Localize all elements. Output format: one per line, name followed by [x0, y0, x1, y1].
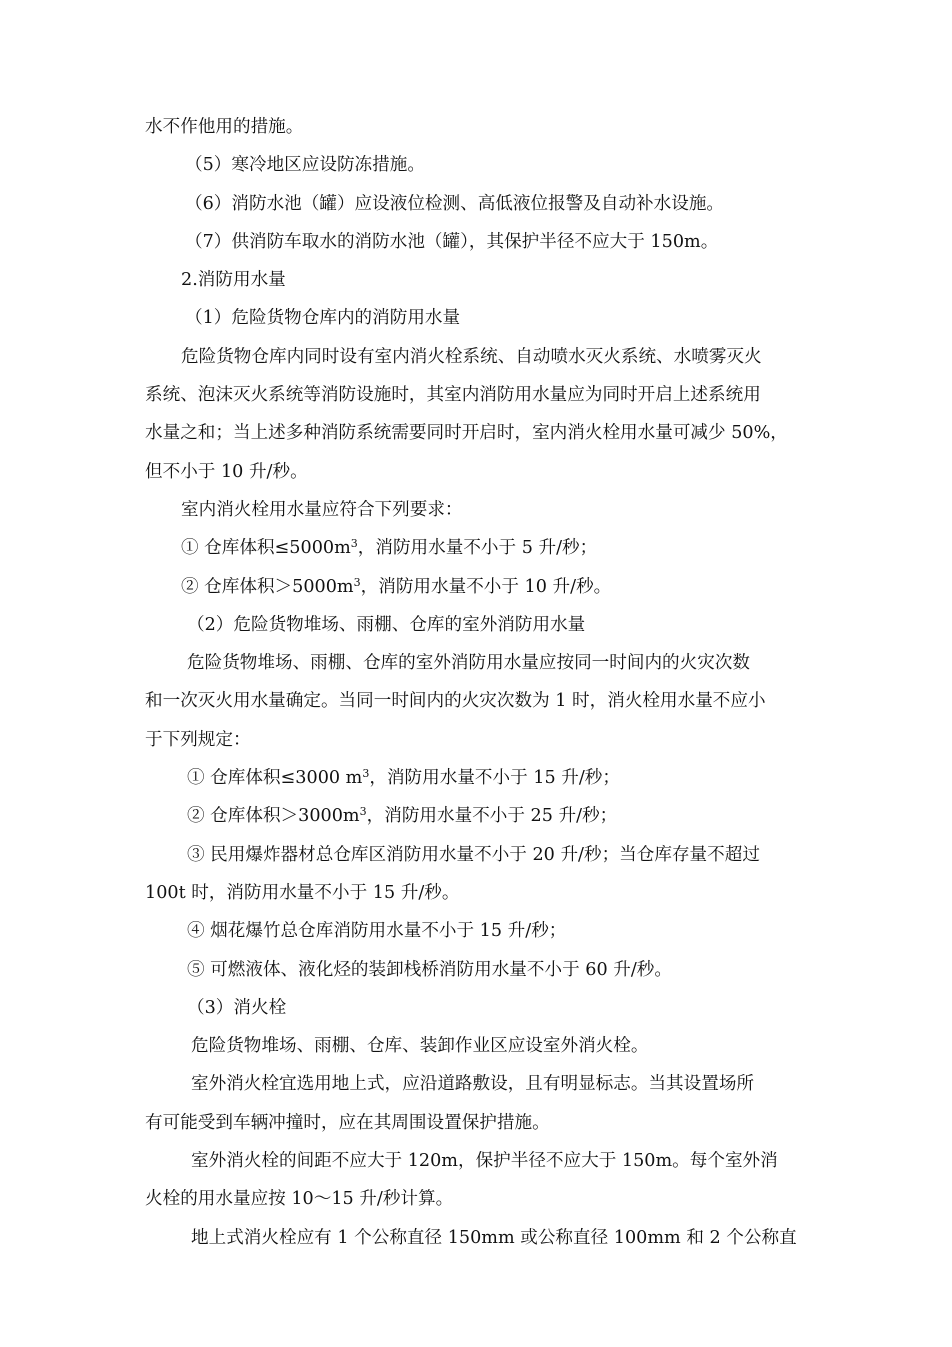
list-item	[145, 759, 809, 797]
paragraph-line: 室内消火栓用水量应符合下列要求：	[181, 499, 463, 520]
list-item-text: ① 仓库体积≤5000m	[181, 538, 351, 559]
list-item	[145, 529, 809, 567]
subsection-heading: （3）消火栓	[187, 997, 287, 1018]
paragraph-line: 于下列规定：	[145, 729, 251, 750]
list-item-text: ① 仓库体积≤3000 m	[187, 768, 363, 789]
list-item: ⑤ 可燃液体、液化烃的装卸栈桥消防用水量不小于 60 升/秒。	[187, 959, 672, 980]
list-item: （6）消防水池（罐）应设液位检测、高低液位报警及自动补水设施。	[185, 193, 725, 214]
superscript: 3	[350, 537, 358, 551]
paragraph-line: 地上式消火栓应有 1 个公称直径 150mm 或公称直径 100mm 和 2 个公称直	[191, 1227, 797, 1248]
subsection-heading: （1）危险货物仓库内的消防用水量	[185, 308, 461, 329]
paragraph-line: 有可能受到车辆冲撞时，应在其周围设置保护措施。	[145, 1112, 550, 1133]
list-item	[145, 797, 809, 835]
paragraph-line: 100t 时，消防用水量不小于 15 升/秒。	[145, 882, 460, 903]
list-item: （5）寒冷地区应设防冻措施。	[185, 155, 425, 176]
paragraph-line: 危险货物堆场、雨棚、仓库、装卸作业区应设室外消火栓。	[191, 1036, 649, 1057]
paragraph-line: 室外消火栓宜选用地上式，应沿道路敷设，且有明显标志。当其设置场所	[191, 1074, 755, 1095]
paragraph-line: 火栓的用水量应按 10～15 升/秒计算。	[145, 1189, 454, 1210]
subsection-heading: （2）危险货物堆场、雨棚、仓库的室外消防用水量	[187, 614, 586, 635]
section-heading: 2.消防用水量	[181, 270, 286, 291]
paragraph-line: 系统、泡沫灭火系统等消防设施时，其室内消防用水量应为同时开启上述系统用	[145, 385, 761, 406]
list-item-text: ，消防用水量不小于 25 升/秒；	[366, 806, 618, 827]
paragraph-line: 危险货物仓库内同时设有室内消火栓系统、自动喷水灭火系统、水喷雾灭火	[181, 346, 762, 367]
paragraph-line: 室外消火栓的间距不应大于 120m，保护半径不应大于 150m。每个室外消	[191, 1151, 778, 1172]
superscript: 3	[362, 767, 370, 781]
list-item-text: ② 仓库体积＞3000m	[187, 806, 360, 827]
list-item: ③ 民用爆炸器材总仓库区消防用水量不小于 20 升/秒；当仓库存量不超过	[187, 844, 760, 865]
list-item: ④ 烟花爆竹总仓库消防用水量不小于 15 升/秒；	[187, 921, 567, 942]
superscript: 3	[353, 575, 361, 589]
list-item-text: ，消防用水量不小于 15 升/秒；	[369, 768, 620, 789]
paragraph-line: 危险货物堆场、雨棚、仓库的室外消防用水量应按同一时间内的火灾次数	[187, 653, 751, 674]
paragraph-line: 水量之和；当上述多种消防系统需要同时开启时，室内消火栓用水量可减少 50%，	[145, 423, 788, 444]
list-item-text: ，消防用水量不小于 10 升/秒。	[360, 576, 612, 597]
superscript: 3	[359, 805, 367, 819]
paragraph-line: 和一次灭火用水量确定。当同一时间内的火灾次数为 1 时，消火栓用水量不应小	[145, 691, 766, 712]
list-item-text: ，消防用水量不小于 5 升/秒；	[357, 538, 598, 559]
list-item-text: ② 仓库体积＞5000m	[181, 576, 354, 597]
paragraph-line: 但不小于 10 升/秒。	[145, 461, 308, 482]
list-item	[145, 568, 809, 606]
list-item: （7）供消防车取水的消防水池（罐），其保护半径不应大于 150m。	[185, 231, 719, 252]
text-line: 水不作他用的措施。	[145, 117, 304, 137]
